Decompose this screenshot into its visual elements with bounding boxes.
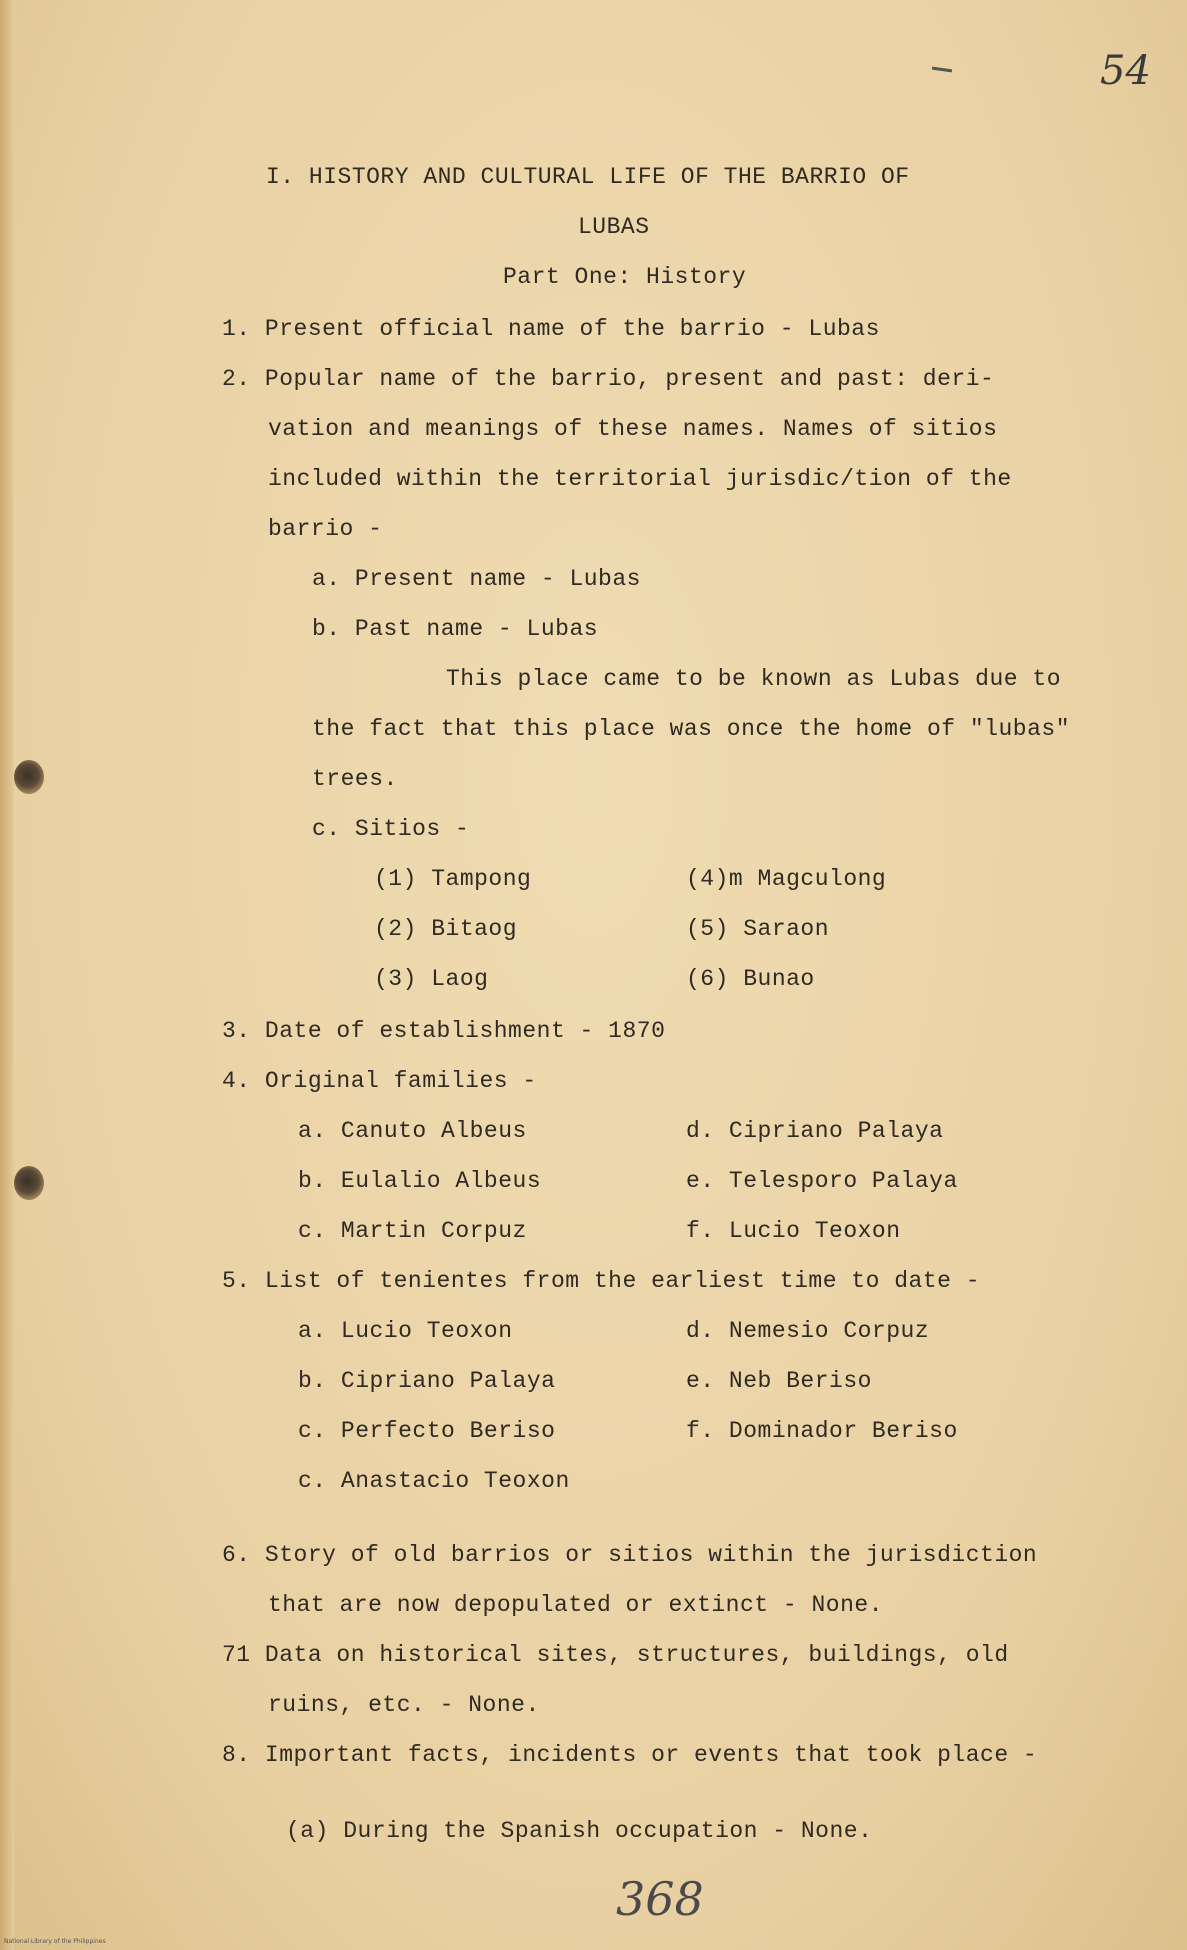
paragraph-line-1: This place came to be known as Lubas due to [446,666,1061,692]
paragraph-line-2: the fact that this place was once the home of "lubas" [312,716,1071,742]
sitio-item: (2) Bitaog [374,916,518,942]
teniente-item: f. Dominador Beriso [686,1418,958,1444]
item-2-line-3: included within the territorial jurisdic/tion of the [268,466,1012,492]
binder-hole-icon [14,760,44,794]
item-8a: (a) During the Spanish occupation - None. [286,1818,873,1844]
teniente-item: d. Nemesio Corpuz [686,1318,930,1344]
item-3: 3. Date of establishment - 1870 [222,1018,666,1044]
family-item: b. Eulalio Albeus [298,1168,542,1194]
item-2b: b. Past name - Lubas [312,616,599,642]
teniente-item: c. Anastacio Teoxon [298,1468,570,1494]
item-1: 1. Present official name of the barrio - Lubas [222,316,880,342]
sitio-item: (5) Saraon [686,916,830,942]
teniente-item: a. Lucio Teoxon [298,1318,513,1344]
page-edge [0,0,14,1950]
sitio-item: (1) Tampong [374,866,532,892]
item-2-line-4: barrio - [268,516,383,542]
family-item: a. Canuto Albeus [298,1118,527,1144]
item-8: 8. Important facts, incidents or events that took place - [222,1742,1038,1768]
family-item: e. Telesporo Palaya [686,1168,958,1194]
item-6-line-1: 6. Story of old barrios or sitios within the jurisdiction [222,1542,1038,1568]
subtitle: Part One: History [503,264,747,290]
paragraph-line-3: trees. [312,766,398,792]
item-6-line-2: that are now depopulated or extinct - None. [268,1592,883,1618]
item-7-line-1: 71 Data on historical sites, structures, buildings, old [222,1642,1009,1668]
teniente-item: e. Neb Beriso [686,1368,872,1394]
item-4: 4. Original families - [222,1068,537,1094]
title-line-2: LUBAS [578,214,650,240]
family-item: c. Martin Corpuz [298,1218,527,1244]
family-item: f. Lucio Teoxon [686,1218,901,1244]
item-5: 5. List of tenientes from the earliest time to date - [222,1268,981,1294]
archive-number: 368 [616,1872,704,1926]
item-2-line-2: vation and meanings of these names. Names of sitios [268,416,998,442]
family-item: d. Cipriano Palaya [686,1118,944,1144]
item-2c: c. Sitios - [312,816,470,842]
teniente-item: c. Perfecto Beriso [298,1418,556,1444]
footer-label: National Library of the Philippines [4,1938,106,1945]
title-line-1: I. HISTORY AND CULTURAL LIFE OF THE BARRIO OF [266,164,910,190]
item-2-line-1: 2. Popular name of the barrio, present and past: deri- [222,366,995,392]
sitio-item: (3) Laog [374,966,489,992]
item-2a: a. Present name - Lubas [312,566,641,592]
sitio-item: (6) Bunao [686,966,815,992]
item-7-line-2: ruins, etc. - None. [268,1692,540,1718]
page-number: 54 [1100,48,1151,94]
teniente-item: b. Cipriano Palaya [298,1368,556,1394]
sitio-item: (4)m Magculong [686,866,887,892]
binder-hole-icon [14,1166,44,1200]
